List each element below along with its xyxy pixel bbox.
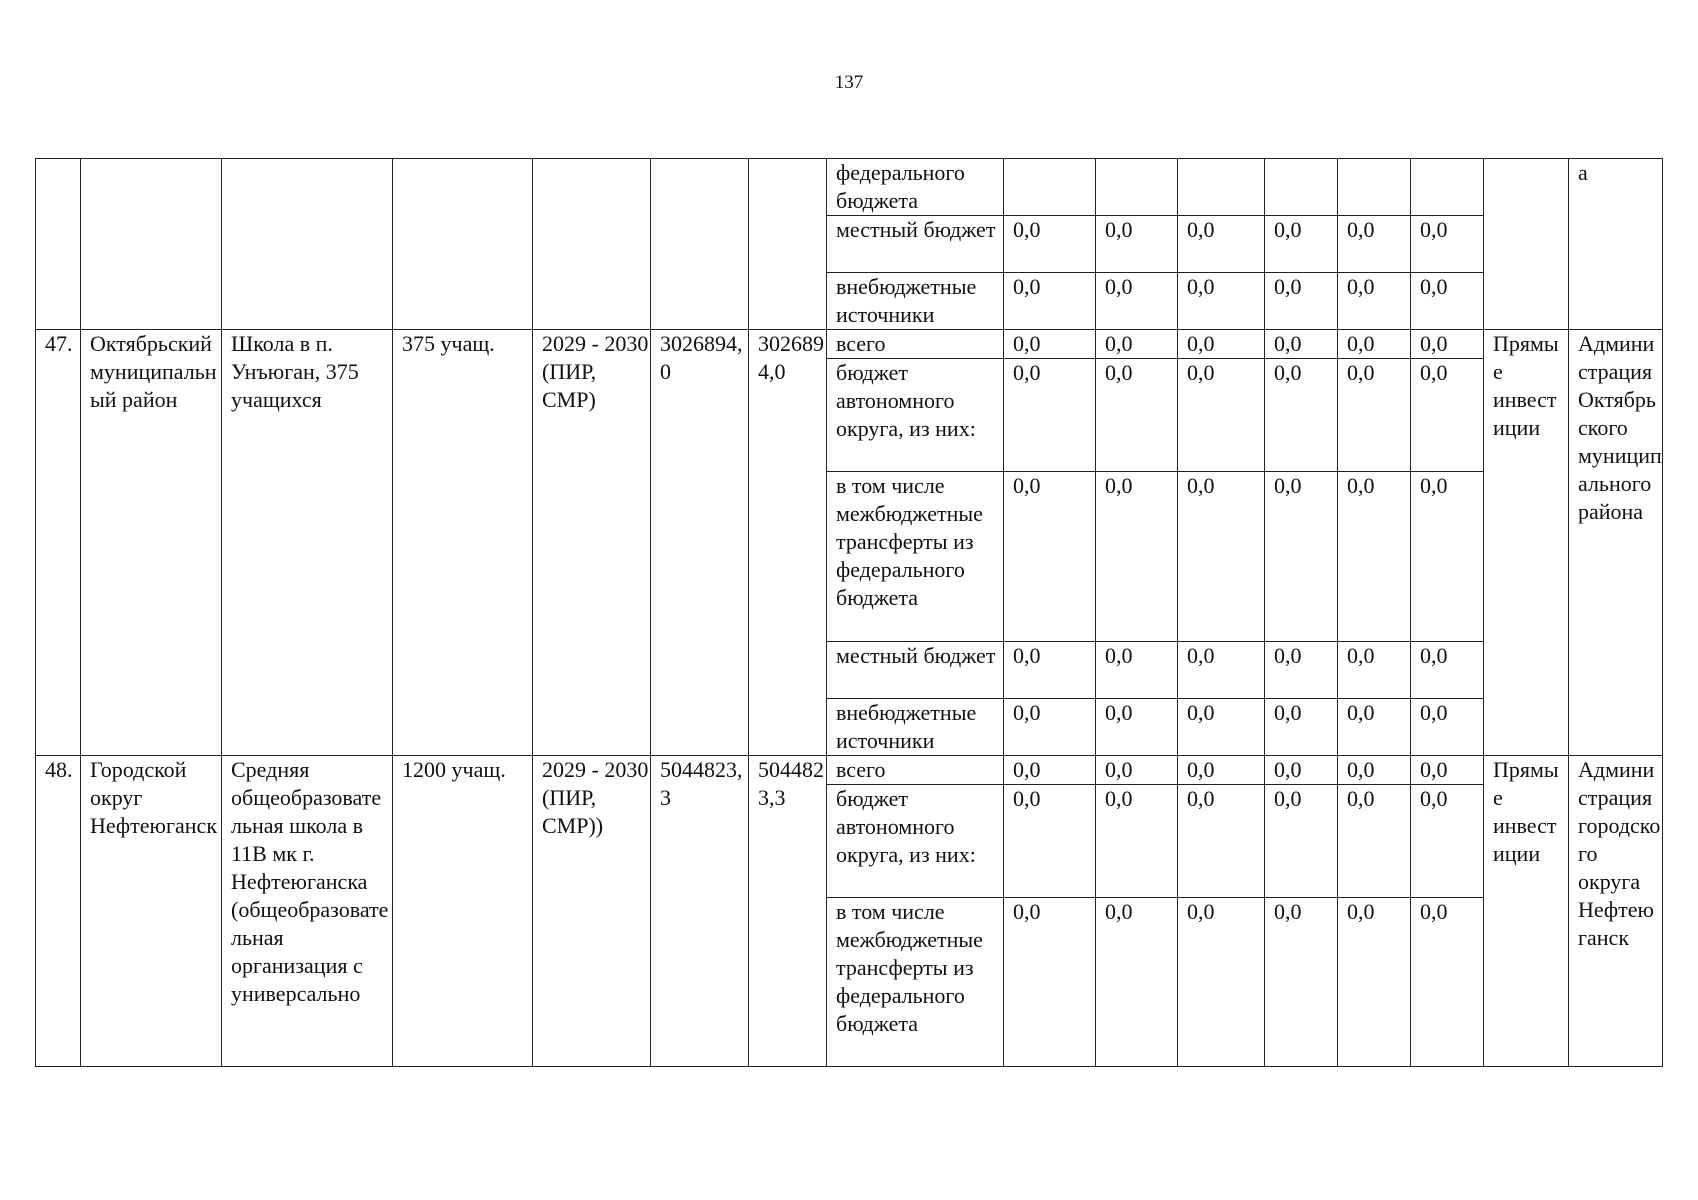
value-cell: 0,0 [1096, 898, 1178, 1067]
value-cell: 0,0 [1096, 472, 1178, 642]
value-cell: 0,0 [1338, 756, 1411, 785]
value-cell: 0,0 [1265, 359, 1338, 472]
value-cell [1265, 159, 1338, 216]
object-cell [222, 159, 393, 330]
value-cell: 0,0 [1411, 330, 1484, 359]
period-cell [533, 159, 651, 330]
funding-source-cell: в том числе межбюджетные трансферты из федерального бюджета [827, 898, 1004, 1067]
capacity-cell [393, 159, 533, 330]
period-cell: 2029 - 2030 (ПИР, СМР) [533, 330, 651, 756]
value-cell: 0,0 [1178, 642, 1265, 699]
mechanism-cell [1484, 159, 1569, 330]
value-cell: 0,0 [1178, 216, 1265, 273]
value-cell: 0,0 [1265, 472, 1338, 642]
value-cell: 0,0 [1096, 756, 1178, 785]
value-cell: 0,0 [1096, 642, 1178, 699]
table-row [36, 756, 1663, 785]
value-cell: 0,0 [1265, 756, 1338, 785]
value-cell: 0,0 [1265, 699, 1338, 756]
value-cell: 0,0 [1004, 216, 1096, 273]
page-number: 137 [834, 72, 864, 93]
value-cell [1096, 159, 1178, 216]
remaining-cost-cell: 3026894,0 [749, 330, 827, 756]
value-cell: 0,0 [1338, 216, 1411, 273]
value-cell: 0,0 [1338, 330, 1411, 359]
value-cell [1338, 159, 1411, 216]
value-cell: 0,0 [1178, 330, 1265, 359]
object-cell: Средняя общеобразовательная школа в 11В мк г. Нефтеюганска (общеобразовательная организация с универсально [222, 756, 393, 1067]
value-cell: 0,0 [1004, 330, 1096, 359]
value-cell: 0,0 [1265, 898, 1338, 1067]
project-number-cell: 48. [36, 756, 81, 1067]
value-cell: 0,0 [1178, 273, 1265, 330]
remaining-cost-cell: 5044823,3 [749, 756, 827, 1067]
responsible-cell: Администрация городского округа Нефтеюганск [1569, 756, 1663, 1067]
estimated-cost-cell: 3026894,0 [651, 330, 749, 756]
budget-table [35, 158, 1663, 1067]
value-cell: 0,0 [1411, 273, 1484, 330]
value-cell: 0,0 [1096, 785, 1178, 898]
estimated-cost-cell [651, 159, 749, 330]
value-cell: 0,0 [1004, 699, 1096, 756]
value-cell: 0,0 [1265, 642, 1338, 699]
value-cell: 0,0 [1411, 216, 1484, 273]
funding-source-cell: всего [827, 756, 1004, 785]
responsible-cell: Администрация Октябрьского муниципального района [1569, 330, 1663, 756]
value-cell: 0,0 [1178, 785, 1265, 898]
value-cell [1411, 159, 1484, 216]
period-cell: 2029 - 2030 (ПИР, СМР)) [533, 756, 651, 1067]
estimated-cost-cell: 5044823,3 [651, 756, 749, 1067]
remaining-cost-cell [749, 159, 827, 330]
value-cell: 0,0 [1338, 273, 1411, 330]
value-cell: 0,0 [1265, 273, 1338, 330]
value-cell [1004, 159, 1096, 216]
value-cell: 0,0 [1338, 699, 1411, 756]
municipality-cell: Городской округ Нефтеюганск [81, 756, 222, 1067]
value-cell: 0,0 [1411, 642, 1484, 699]
value-cell: 0,0 [1411, 898, 1484, 1067]
value-cell [1178, 159, 1265, 216]
funding-source-cell: внебюджетные источники [827, 699, 1004, 756]
responsible-cell: а [1569, 159, 1663, 330]
value-cell: 0,0 [1004, 472, 1096, 642]
value-cell: 0,0 [1178, 898, 1265, 1067]
value-cell: 0,0 [1178, 472, 1265, 642]
value-cell: 0,0 [1004, 785, 1096, 898]
funding-source-cell: бюджет автономного округа, из них: [827, 359, 1004, 472]
funding-source-cell: бюджет автономного округа, из них: [827, 785, 1004, 898]
value-cell: 0,0 [1096, 699, 1178, 756]
municipality-cell: Октябрьский муниципальный район [81, 330, 222, 756]
value-cell: 0,0 [1411, 756, 1484, 785]
value-cell: 0,0 [1338, 642, 1411, 699]
value-cell: 0,0 [1096, 216, 1178, 273]
value-cell: 0,0 [1096, 330, 1178, 359]
value-cell: 0,0 [1178, 756, 1265, 785]
table-row [36, 159, 1663, 216]
value-cell: 0,0 [1004, 898, 1096, 1067]
value-cell: 0,0 [1338, 359, 1411, 472]
funding-source-cell: в том числе межбюджетные трансферты из федерального бюджета [827, 472, 1004, 642]
value-cell: 0,0 [1178, 359, 1265, 472]
value-cell: 0,0 [1338, 472, 1411, 642]
value-cell: 0,0 [1411, 359, 1484, 472]
mechanism-cell: Прямые инвестиции [1484, 756, 1569, 1067]
value-cell: 0,0 [1338, 785, 1411, 898]
value-cell: 0,0 [1411, 699, 1484, 756]
value-cell: 0,0 [1178, 699, 1265, 756]
funding-source-cell: федерального бюджета [827, 159, 1004, 216]
funding-source-cell: местный бюджет [827, 216, 1004, 273]
value-cell: 0,0 [1004, 273, 1096, 330]
value-cell: 0,0 [1411, 785, 1484, 898]
value-cell: 0,0 [1004, 359, 1096, 472]
funding-source-cell: местный бюджет [827, 642, 1004, 699]
value-cell: 0,0 [1265, 330, 1338, 359]
value-cell: 0,0 [1338, 898, 1411, 1067]
mechanism-cell: Прямые инвестиции [1484, 330, 1569, 756]
project-number-cell: 47. [36, 330, 81, 756]
value-cell: 0,0 [1096, 359, 1178, 472]
value-cell: 0,0 [1004, 756, 1096, 785]
municipality-cell [81, 159, 222, 330]
value-cell: 0,0 [1004, 642, 1096, 699]
value-cell: 0,0 [1411, 472, 1484, 642]
table-row [36, 330, 1663, 359]
funding-source-cell: внебюджетные источники [827, 273, 1004, 330]
capacity-cell: 375 учащ. [393, 330, 533, 756]
number-cell [36, 159, 81, 330]
object-cell: Школа в п. Унъюган, 375 учащихся [222, 330, 393, 756]
value-cell: 0,0 [1096, 273, 1178, 330]
value-cell: 0,0 [1265, 216, 1338, 273]
funding-source-cell: всего [827, 330, 1004, 359]
value-cell: 0,0 [1265, 785, 1338, 898]
capacity-cell: 1200 учащ. [393, 756, 533, 1067]
